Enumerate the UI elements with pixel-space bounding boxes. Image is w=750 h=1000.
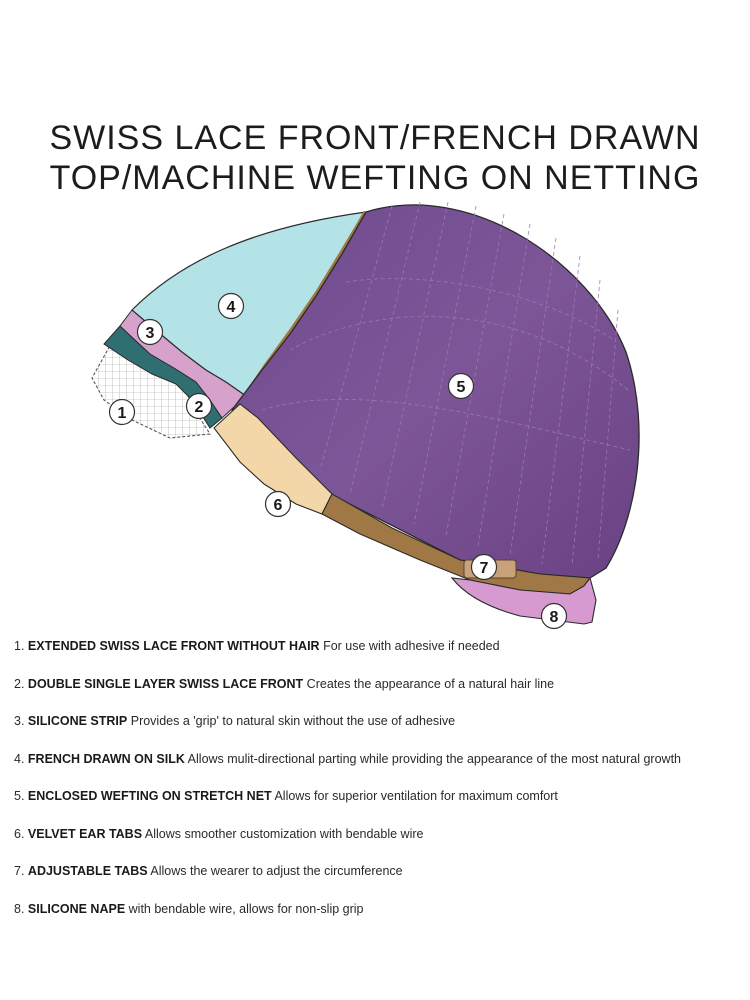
callout-1 bbox=[110, 400, 135, 425]
feature-item bbox=[14, 782, 744, 820]
feature-number: 8. bbox=[14, 901, 25, 916]
feature-description: Provides a 'grip' to natural skin without the use of adhesive bbox=[130, 714, 456, 728]
feature-item bbox=[14, 670, 744, 708]
feature-number: 2. bbox=[14, 676, 25, 691]
callout-3 bbox=[138, 320, 163, 345]
svg-text:6: 6 bbox=[273, 497, 283, 514]
feature-name: VELVET EAR TABS bbox=[27, 826, 143, 841]
feature-description: Allows smoother customization with bendable wire bbox=[144, 826, 424, 841]
feature-item bbox=[14, 632, 744, 670]
feature-name: SILICONE NAPE bbox=[27, 901, 126, 916]
feature-description: Allows mulit-directional parting while providing the appearance of the most natural growth bbox=[187, 751, 681, 766]
feature-name: ADJUSTABLE TABS bbox=[27, 864, 148, 878]
feature-description: with bendable wire, allows for non-slip grip bbox=[128, 901, 364, 916]
feature-number: 3. bbox=[14, 714, 25, 728]
callout-4 bbox=[219, 294, 244, 319]
callout-5 bbox=[449, 374, 474, 399]
feature-description: Creates the appearance of a natural hair line bbox=[306, 676, 555, 691]
feature-number: 6. bbox=[14, 826, 25, 841]
feature-item bbox=[14, 857, 744, 895]
feature-description: Allows the wearer to adjust the circumference bbox=[150, 864, 403, 878]
feature-name: DOUBLE SINGLE LAYER SWISS LACE FRONT bbox=[27, 676, 304, 691]
title-line-2: TOP/MACHINE WEFTING ON NETTING bbox=[49, 159, 701, 197]
feature-name: SILICONE STRIP bbox=[27, 714, 128, 728]
svg-text:2: 2 bbox=[194, 399, 204, 416]
callout-8 bbox=[542, 604, 567, 629]
feature-description: For use with adhesive if needed bbox=[323, 639, 500, 653]
callout-2 bbox=[187, 394, 212, 419]
svg-text:7: 7 bbox=[479, 560, 489, 577]
svg-text:8: 8 bbox=[549, 609, 559, 626]
feature-item bbox=[14, 895, 744, 933]
feature-number: 1. bbox=[14, 639, 25, 653]
feature-description: Allows for superior ventilation for maximum comfort bbox=[274, 789, 558, 803]
feature-number: 7. bbox=[14, 864, 25, 878]
svg-text:4: 4 bbox=[226, 299, 236, 316]
feature-name: EXTENDED SWISS LACE FRONT WITHOUT HAIR bbox=[27, 639, 320, 653]
feature-list bbox=[14, 632, 744, 932]
feature-item bbox=[14, 745, 744, 783]
svg-text:1: 1 bbox=[117, 405, 127, 422]
feature-number: 5. bbox=[14, 789, 25, 803]
feature-item bbox=[14, 820, 744, 858]
feature-item bbox=[14, 707, 744, 745]
callout-7 bbox=[472, 555, 497, 580]
title-line-1: SWISS LACE FRONT/FRENCH DRAWN bbox=[49, 119, 701, 157]
svg-text:5: 5 bbox=[456, 379, 466, 396]
feature-name: FRENCH DRAWN ON SILK bbox=[27, 751, 185, 766]
feature-name: ENCLOSED WEFTING ON STRETCH NET bbox=[27, 789, 272, 803]
callout-6 bbox=[266, 492, 291, 517]
feature-number: 4. bbox=[14, 751, 25, 766]
svg-text:3: 3 bbox=[145, 325, 155, 342]
